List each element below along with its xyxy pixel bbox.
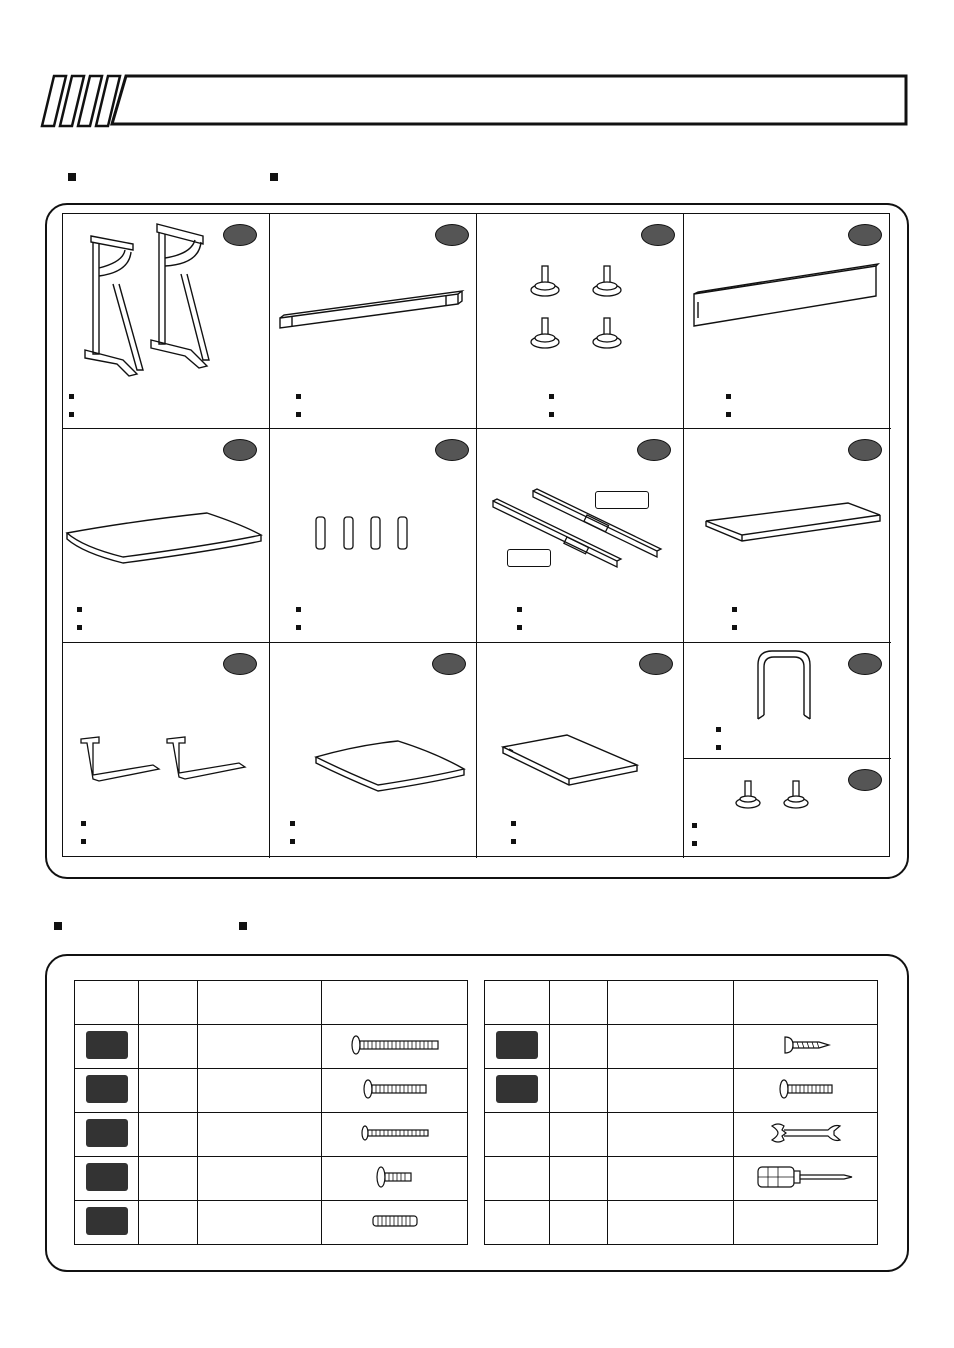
section-bullet: [239, 922, 247, 930]
table-row: [485, 1025, 878, 1069]
header-banner: [40, 74, 910, 128]
parts-grid: [62, 213, 890, 857]
col-header-code: [75, 981, 139, 1025]
part-qty: [692, 835, 704, 853]
part-badge: [223, 653, 257, 675]
hardware-spec: [608, 1025, 734, 1069]
col-header-spec: [608, 981, 734, 1025]
medium-bolt-icon: [362, 1077, 428, 1101]
leveling-foot-icon: [477, 214, 684, 429]
section-bullet: [270, 173, 278, 181]
hardware-spec: [198, 1157, 322, 1201]
part-qty: [81, 833, 93, 851]
table-row: [485, 1069, 878, 1113]
part-qty: [296, 406, 308, 424]
table-row: [485, 1201, 878, 1245]
tray-board-icon: [684, 429, 891, 643]
part-qty: [77, 619, 89, 637]
part-cell-crossbar: [270, 214, 477, 429]
part-cell-leg-frame: [63, 214, 270, 429]
part-name: [692, 817, 704, 835]
hardware-spec: [198, 1069, 322, 1113]
part-name: [296, 601, 308, 619]
part-badge: [848, 439, 882, 461]
wrench-icon: [768, 1120, 844, 1146]
table-row: [75, 1157, 468, 1201]
part-qty: [290, 833, 302, 851]
hardware-table-left: [74, 980, 468, 1245]
hardware-spec: [608, 1201, 734, 1245]
leg-frame-icon: [63, 214, 270, 429]
part-qty: [732, 619, 744, 637]
part-cell-back-panel: [684, 214, 891, 429]
table-row: [75, 1113, 468, 1157]
part-cell-shelf-board: [270, 643, 477, 858]
col-header-qty: [139, 981, 198, 1025]
part-badge: [223, 224, 257, 246]
drawer-slide-icon: [477, 429, 684, 643]
col-header-image: [322, 981, 468, 1025]
hardware-qty: [550, 1025, 608, 1069]
short-bolt-icon: [375, 1164, 415, 1190]
table-row: [75, 1069, 468, 1113]
col-header-qty: [550, 981, 608, 1025]
part-qty: [511, 833, 523, 851]
hardware-code: [86, 1207, 128, 1235]
part-name: [726, 388, 738, 406]
part-cell-tray-brackets: [63, 643, 270, 858]
part-cell-leveling-feet: [477, 214, 684, 429]
hardware-qty: [139, 1113, 198, 1157]
part-cell-keyboard-tray: [684, 429, 891, 643]
part-name: [716, 721, 728, 739]
col-header-image: [734, 981, 878, 1025]
hardware-qty: [550, 1113, 608, 1157]
bracket-icon: [63, 643, 270, 858]
hardware-code: [496, 1119, 538, 1147]
slide-tag-b: [507, 549, 551, 567]
part-name: [77, 601, 89, 619]
part-name: [549, 388, 561, 406]
part-badge: [639, 653, 673, 675]
hardware-spec: [608, 1157, 734, 1201]
part-name: [732, 601, 744, 619]
hardware-qty: [139, 1069, 198, 1113]
part-badge: [848, 769, 882, 791]
part-badge: [432, 653, 466, 675]
hardware-qty: [139, 1025, 198, 1069]
wood-screw-icon: [781, 1034, 831, 1056]
hardware-spec: [608, 1069, 734, 1113]
part-name: [511, 815, 523, 833]
table-row: [485, 1157, 878, 1201]
hardware-spec: [198, 1113, 322, 1157]
table-header-row: [75, 981, 468, 1025]
part-name: [296, 388, 308, 406]
part-qty: [716, 739, 728, 757]
hardware-code: [496, 1163, 538, 1191]
part-cell-small-feet: [684, 759, 891, 858]
part-qty: [549, 406, 561, 424]
part-cell-u-handle: [684, 643, 891, 759]
long-bolt-icon: [350, 1033, 440, 1057]
machine-screw-icon: [778, 1077, 834, 1101]
part-badge: [435, 439, 469, 461]
slide-tag-a: [595, 491, 649, 509]
part-badge: [848, 653, 882, 675]
part-qty: [517, 619, 529, 637]
table-row: [485, 1113, 878, 1157]
hardware-code: [86, 1119, 128, 1147]
table-row: [75, 1025, 468, 1069]
part-qty: [296, 619, 308, 637]
part-qty: [726, 406, 738, 424]
hardware-spec: [608, 1113, 734, 1157]
col-header-spec: [198, 981, 322, 1025]
part-badge: [223, 439, 257, 461]
hardware-spec: [198, 1201, 322, 1245]
part-badge: [641, 224, 675, 246]
hardware-code: [86, 1075, 128, 1103]
table-row: [75, 1201, 468, 1245]
part-cell-side-board: [477, 643, 684, 858]
part-qty: [69, 406, 81, 424]
section-bullet: [54, 922, 62, 930]
hardware-qty: [550, 1157, 608, 1201]
table-header-row: [485, 981, 878, 1025]
part-badge: [848, 224, 882, 246]
part-badge: [637, 439, 671, 461]
screwdriver-icon: [756, 1163, 856, 1191]
hardware-table-right: [484, 980, 878, 1245]
medium-bolt-icon: [360, 1123, 430, 1143]
section-bullet: [68, 173, 76, 181]
hardware-code: [86, 1163, 128, 1191]
hardware-qty: [550, 1069, 608, 1113]
part-name: [290, 815, 302, 833]
desktop-board-icon: [63, 429, 270, 643]
part-cell-desktop: [63, 429, 270, 643]
part-name: [69, 388, 81, 406]
col-header-code: [485, 981, 550, 1025]
hardware-qty: [139, 1157, 198, 1201]
hardware-qty: [550, 1201, 608, 1245]
grub-screw-icon: [371, 1213, 419, 1229]
part-cell-drawer-slides: [477, 429, 684, 643]
hardware-code: [496, 1031, 538, 1059]
hardware-spec: [198, 1025, 322, 1069]
part-cell-dowels: [270, 429, 477, 643]
side-board-icon: [477, 643, 684, 858]
hardware-code: [496, 1207, 538, 1235]
hardware-code: [86, 1031, 128, 1059]
banner-stripes-icon: [40, 74, 910, 128]
part-name: [81, 815, 93, 833]
hardware-qty: [139, 1201, 198, 1245]
part-badge: [435, 224, 469, 246]
back-panel-icon: [684, 214, 891, 429]
part-name: [517, 601, 529, 619]
hardware-code: [496, 1075, 538, 1103]
